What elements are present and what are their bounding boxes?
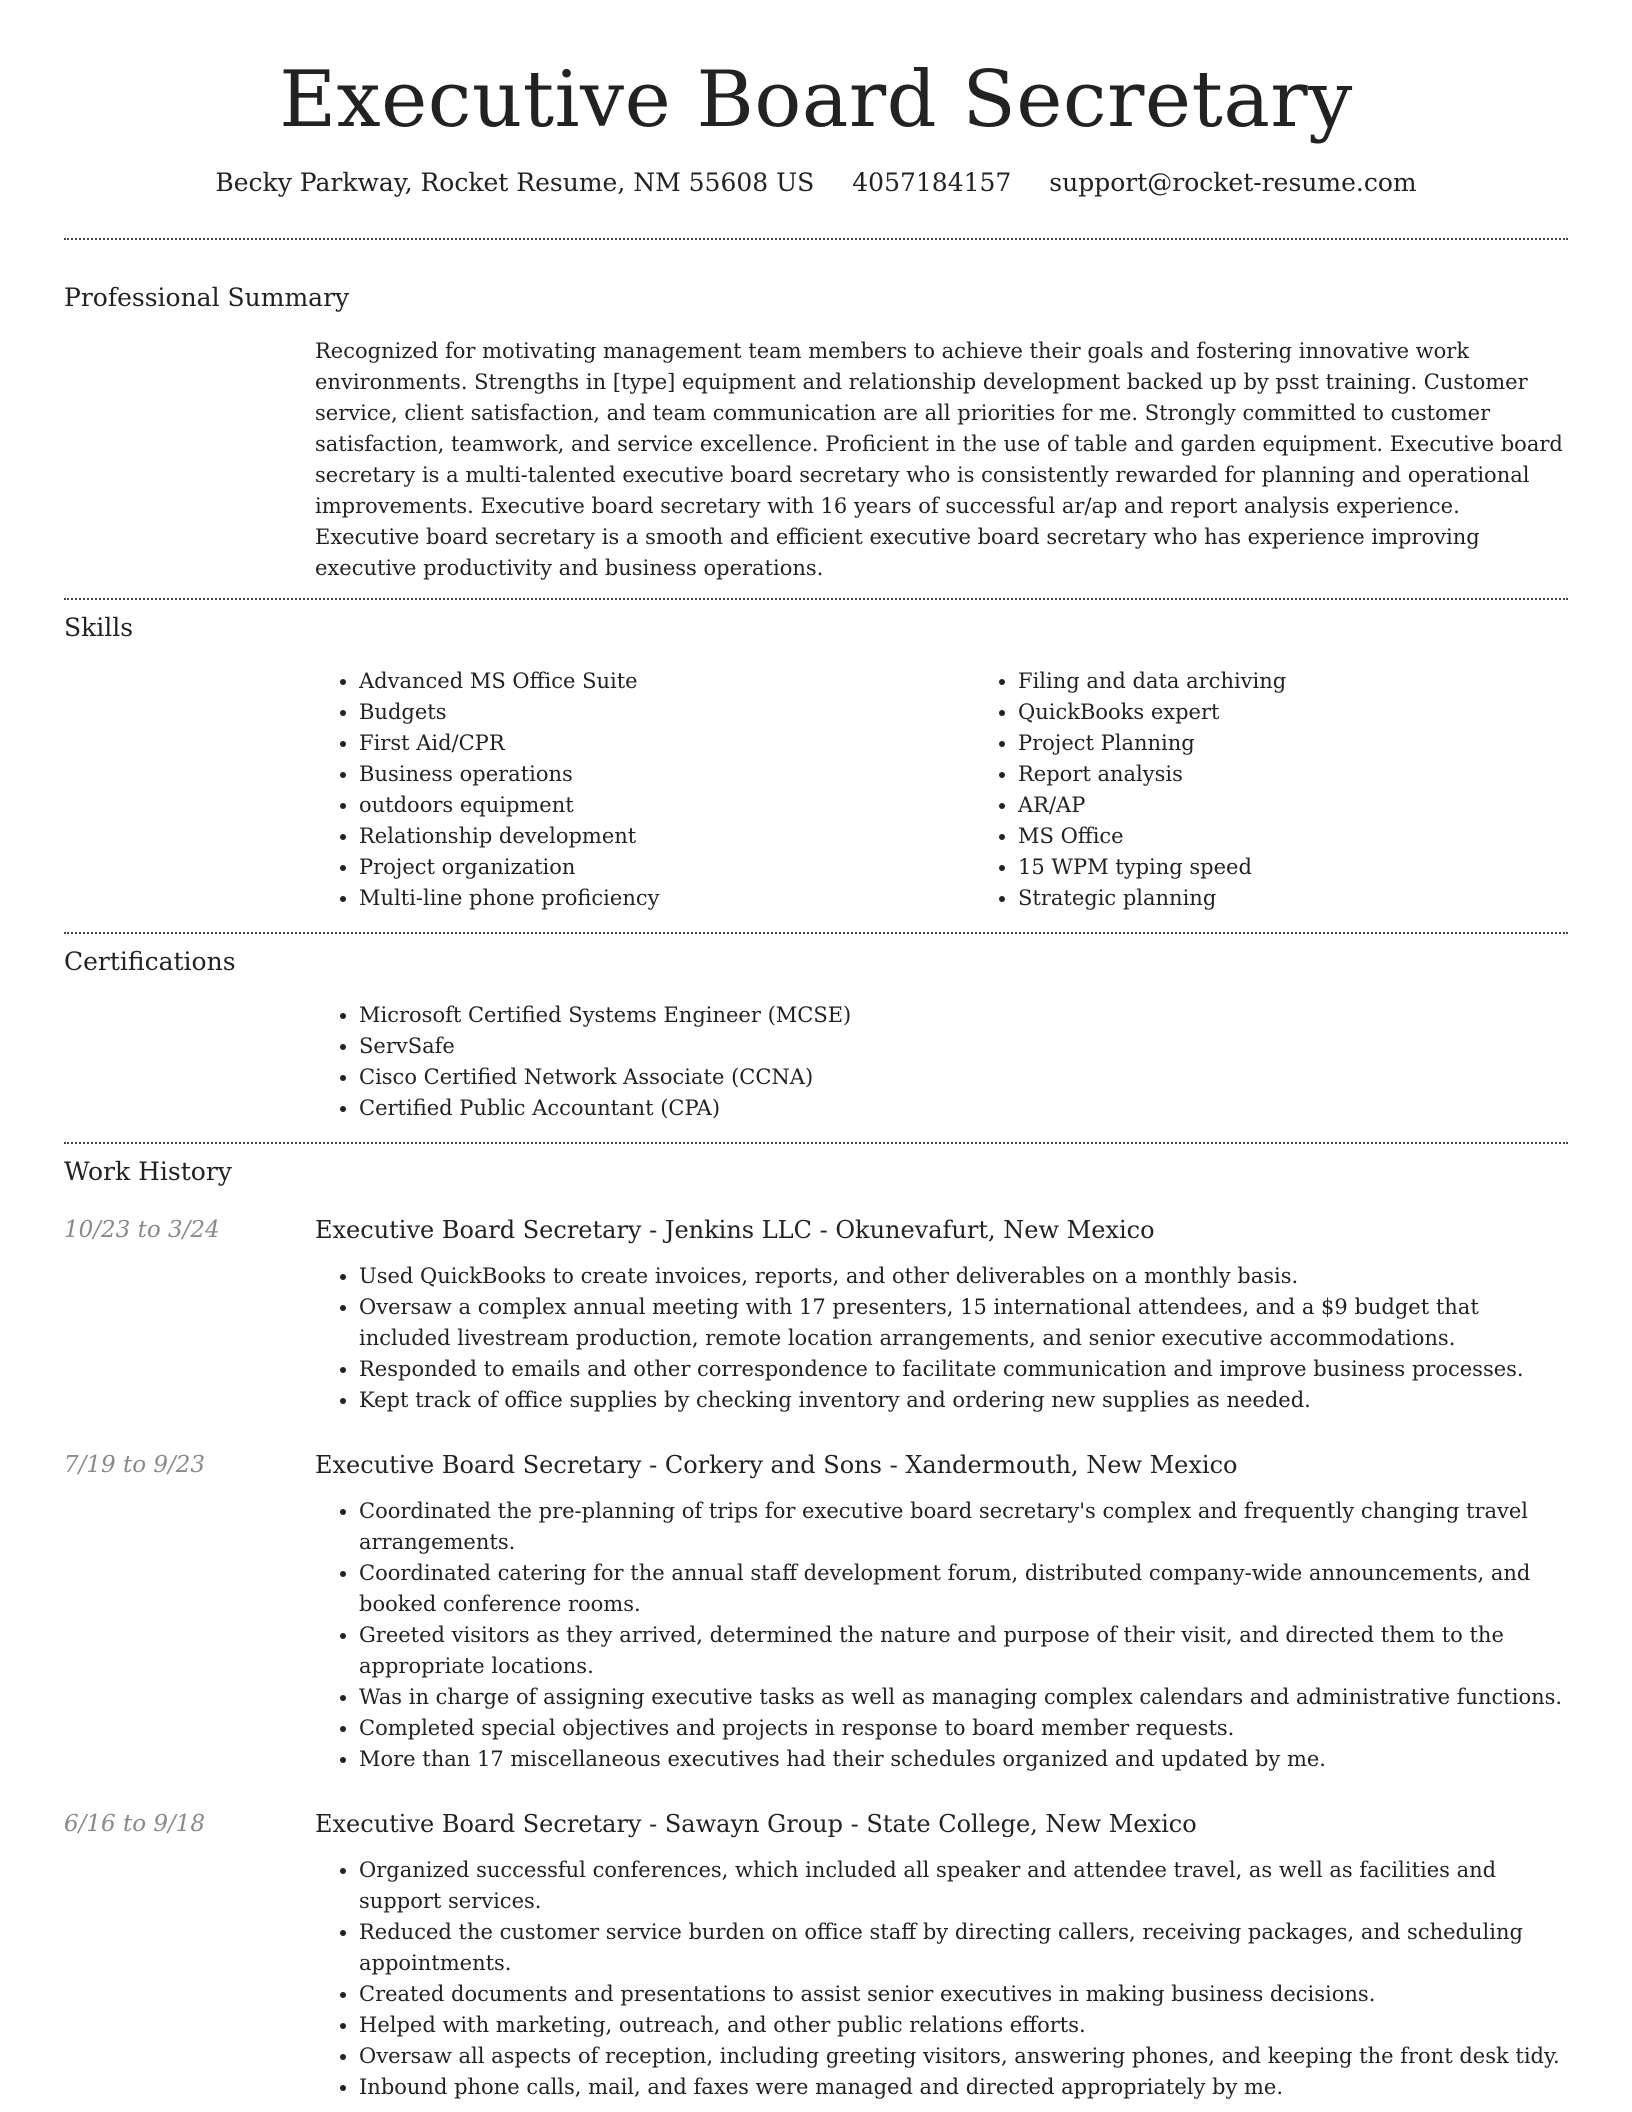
job-bullet: • Oversaw all aspects of reception, including greeting visitors, answering phones, and keeping the front desk tidy. <box>359 2041 1568 2072</box>
skills-section <box>64 612 1568 914</box>
certification-item: • ServSafe <box>359 1031 1568 1062</box>
job-bullet: • Inbound phone calls, mail, and faxes were managed and directed appropriately by me. <box>359 2072 1568 2103</box>
job-title: Executive Board Secretary - Jenkins LLC - Okunevafurt, New Mexico <box>315 1216 1155 1244</box>
job-bullet: • Coordinated catering for the annual staff development forum, distributed company-wide announcements, and booked conference rooms. <box>359 1558 1568 1620</box>
job-details <box>315 1855 1568 2103</box>
skill-item: • Project organization <box>359 852 974 883</box>
skill-item: • Business operations <box>359 759 974 790</box>
section-divider <box>64 1142 1568 1144</box>
skills-heading: Skills <box>64 613 134 642</box>
job-entry <box>64 1214 1568 1416</box>
job-bullet: • Kept track of office supplies by checking inventory and ordering new supplies as needed. <box>359 1385 1568 1416</box>
job-bullet: • Reduced the customer service burden on office staff by directing callers, receiving packages, and scheduling appointments. <box>359 1917 1568 1979</box>
skill-item: • Multi-line phone proficiency <box>359 883 974 914</box>
job-header <box>64 1214 1568 1246</box>
job-bullet: • Used QuickBooks to create invoices, reports, and other deliverables on a monthly basis. <box>359 1261 1568 1292</box>
contact-address: Becky Parkway, Rocket Resume, NM 55608 US <box>215 168 815 197</box>
job-dates: 7/19 to 9/23 <box>64 1452 206 1478</box>
job-header <box>64 1449 1568 1481</box>
certification-item: • Certified Public Accountant (CPA) <box>359 1093 1568 1124</box>
job-bullets <box>315 1855 1568 2103</box>
certifications-content <box>315 1000 1568 1124</box>
job-title: Executive Board Secretary - Sawayn Group - State College, New Mexico <box>315 1810 1197 1838</box>
certification-item: • Microsoft Certified Systems Engineer (MCSE) <box>359 1000 1568 1031</box>
skills-list-right <box>974 666 1632 914</box>
skill-item: • Filing and data archiving <box>1018 666 1632 697</box>
contact-line <box>64 166 1568 200</box>
job-dates: 10/23 to 3/24 <box>64 1217 220 1243</box>
summary-text: Recognized for motivating management team members to achieve their goals and fostering innovative work environments. Strengths in [type] equipment and relationship development backed up by psst training. Customer service, client satisfaction, and team communication are all priorities for me. Strongly committed to customer satisfaction, teamwork, and service excellence. Proficient in the use of table and garden equipment. Executive board secretary is a multi-talented executive board secretary who is consistently rewarded for planning and operational improvements. Executive board secretary with 16 years of successful ar/ap and report analysis experience. Executive board secretary is a smooth and efficient executive board secretary who has experience improving executive productivity and business operations. <box>315 339 1563 580</box>
job-dates: 6/16 to 9/18 <box>64 1811 206 1837</box>
job-bullet: • Coordinated the pre-planning of trips for executive board secretary's complex and frequently changing travel arrangements. <box>359 1496 1568 1558</box>
skill-item: • outdoors equipment <box>359 790 974 821</box>
certifications-heading: Certifications <box>64 947 236 976</box>
skill-item: • Report analysis <box>1018 759 1632 790</box>
section-divider <box>64 598 1568 600</box>
summary-content <box>315 336 1568 584</box>
job-bullet: • Organized successful conferences, which included all speaker and attendee travel, as well as facilities and support services. <box>359 1855 1568 1917</box>
skill-item: • Project Planning <box>1018 728 1632 759</box>
job-title: Executive Board Secretary - Corkery and Sons - Xandermouth, New Mexico <box>315 1451 1238 1479</box>
job-bullet: • Created documents and presentations to assist senior executives in making business decisions. <box>359 1979 1568 2010</box>
job-bullet: • Responded to emails and other correspondence to facilitate communication and improve business processes. <box>359 1354 1568 1385</box>
job-bullet: • Completed special objectives and projects in response to board member requests. <box>359 1713 1568 1744</box>
work-history-heading: Work History <box>64 1157 232 1186</box>
job-bullet: • Oversaw a complex annual meeting with 17 presenters, 15 international attendees, and a $9 budget that included livestream production, remote location arrangements, and senior executive accommodations. <box>359 1292 1568 1354</box>
skill-item: • 15 WPM typing speed <box>1018 852 1632 883</box>
contact-email: support@rocket-resume.com <box>1049 168 1417 197</box>
skill-item: • QuickBooks expert <box>1018 697 1632 728</box>
work-history-section <box>64 1156 1568 2103</box>
job-entry <box>64 1808 1568 2103</box>
job-bullet: • Was in charge of assigning executive tasks as well as managing complex calendars and administrative functions. <box>359 1682 1568 1713</box>
resume-title: Executive Board Secretary <box>279 55 1353 145</box>
job-details <box>315 1496 1568 1775</box>
skill-item: • AR/AP <box>1018 790 1632 821</box>
summary-heading: Professional Summary <box>64 283 350 312</box>
skills-list-left <box>315 666 974 914</box>
job-bullets <box>315 1261 1568 1416</box>
summary-section <box>64 282 1568 584</box>
certifications-section <box>64 946 1568 1124</box>
job-entry <box>64 1449 1568 1775</box>
job-bullet: • Greeted visitors as they arrived, determined the nature and purpose of their visit, and directed them to the appropriate locations. <box>359 1620 1568 1682</box>
skill-item: • Advanced MS Office Suite <box>359 666 974 697</box>
certification-item: • Cisco Certified Network Associate (CCNA) <box>359 1062 1568 1093</box>
section-divider <box>64 238 1568 240</box>
job-details <box>315 1261 1568 1416</box>
job-bullet: • Helped with marketing, outreach, and other public relations efforts. <box>359 2010 1568 2041</box>
skill-item: • Budgets <box>359 697 974 728</box>
certifications-list <box>315 1000 1568 1124</box>
skill-item: • MS Office <box>1018 821 1632 852</box>
section-divider <box>64 932 1568 934</box>
skill-item: • Strategic planning <box>1018 883 1632 914</box>
skills-content <box>315 666 1568 914</box>
job-bullet: • More than 17 miscellaneous executives had their schedules organized and updated by me. <box>359 1744 1568 1775</box>
skill-item: • First Aid/CPR <box>359 728 974 759</box>
skill-item: • Relationship development <box>359 821 974 852</box>
resume-header <box>64 0 1568 200</box>
job-header <box>64 1808 1568 1840</box>
job-bullets <box>315 1496 1568 1775</box>
contact-phone: 4057184157 <box>852 168 1012 197</box>
